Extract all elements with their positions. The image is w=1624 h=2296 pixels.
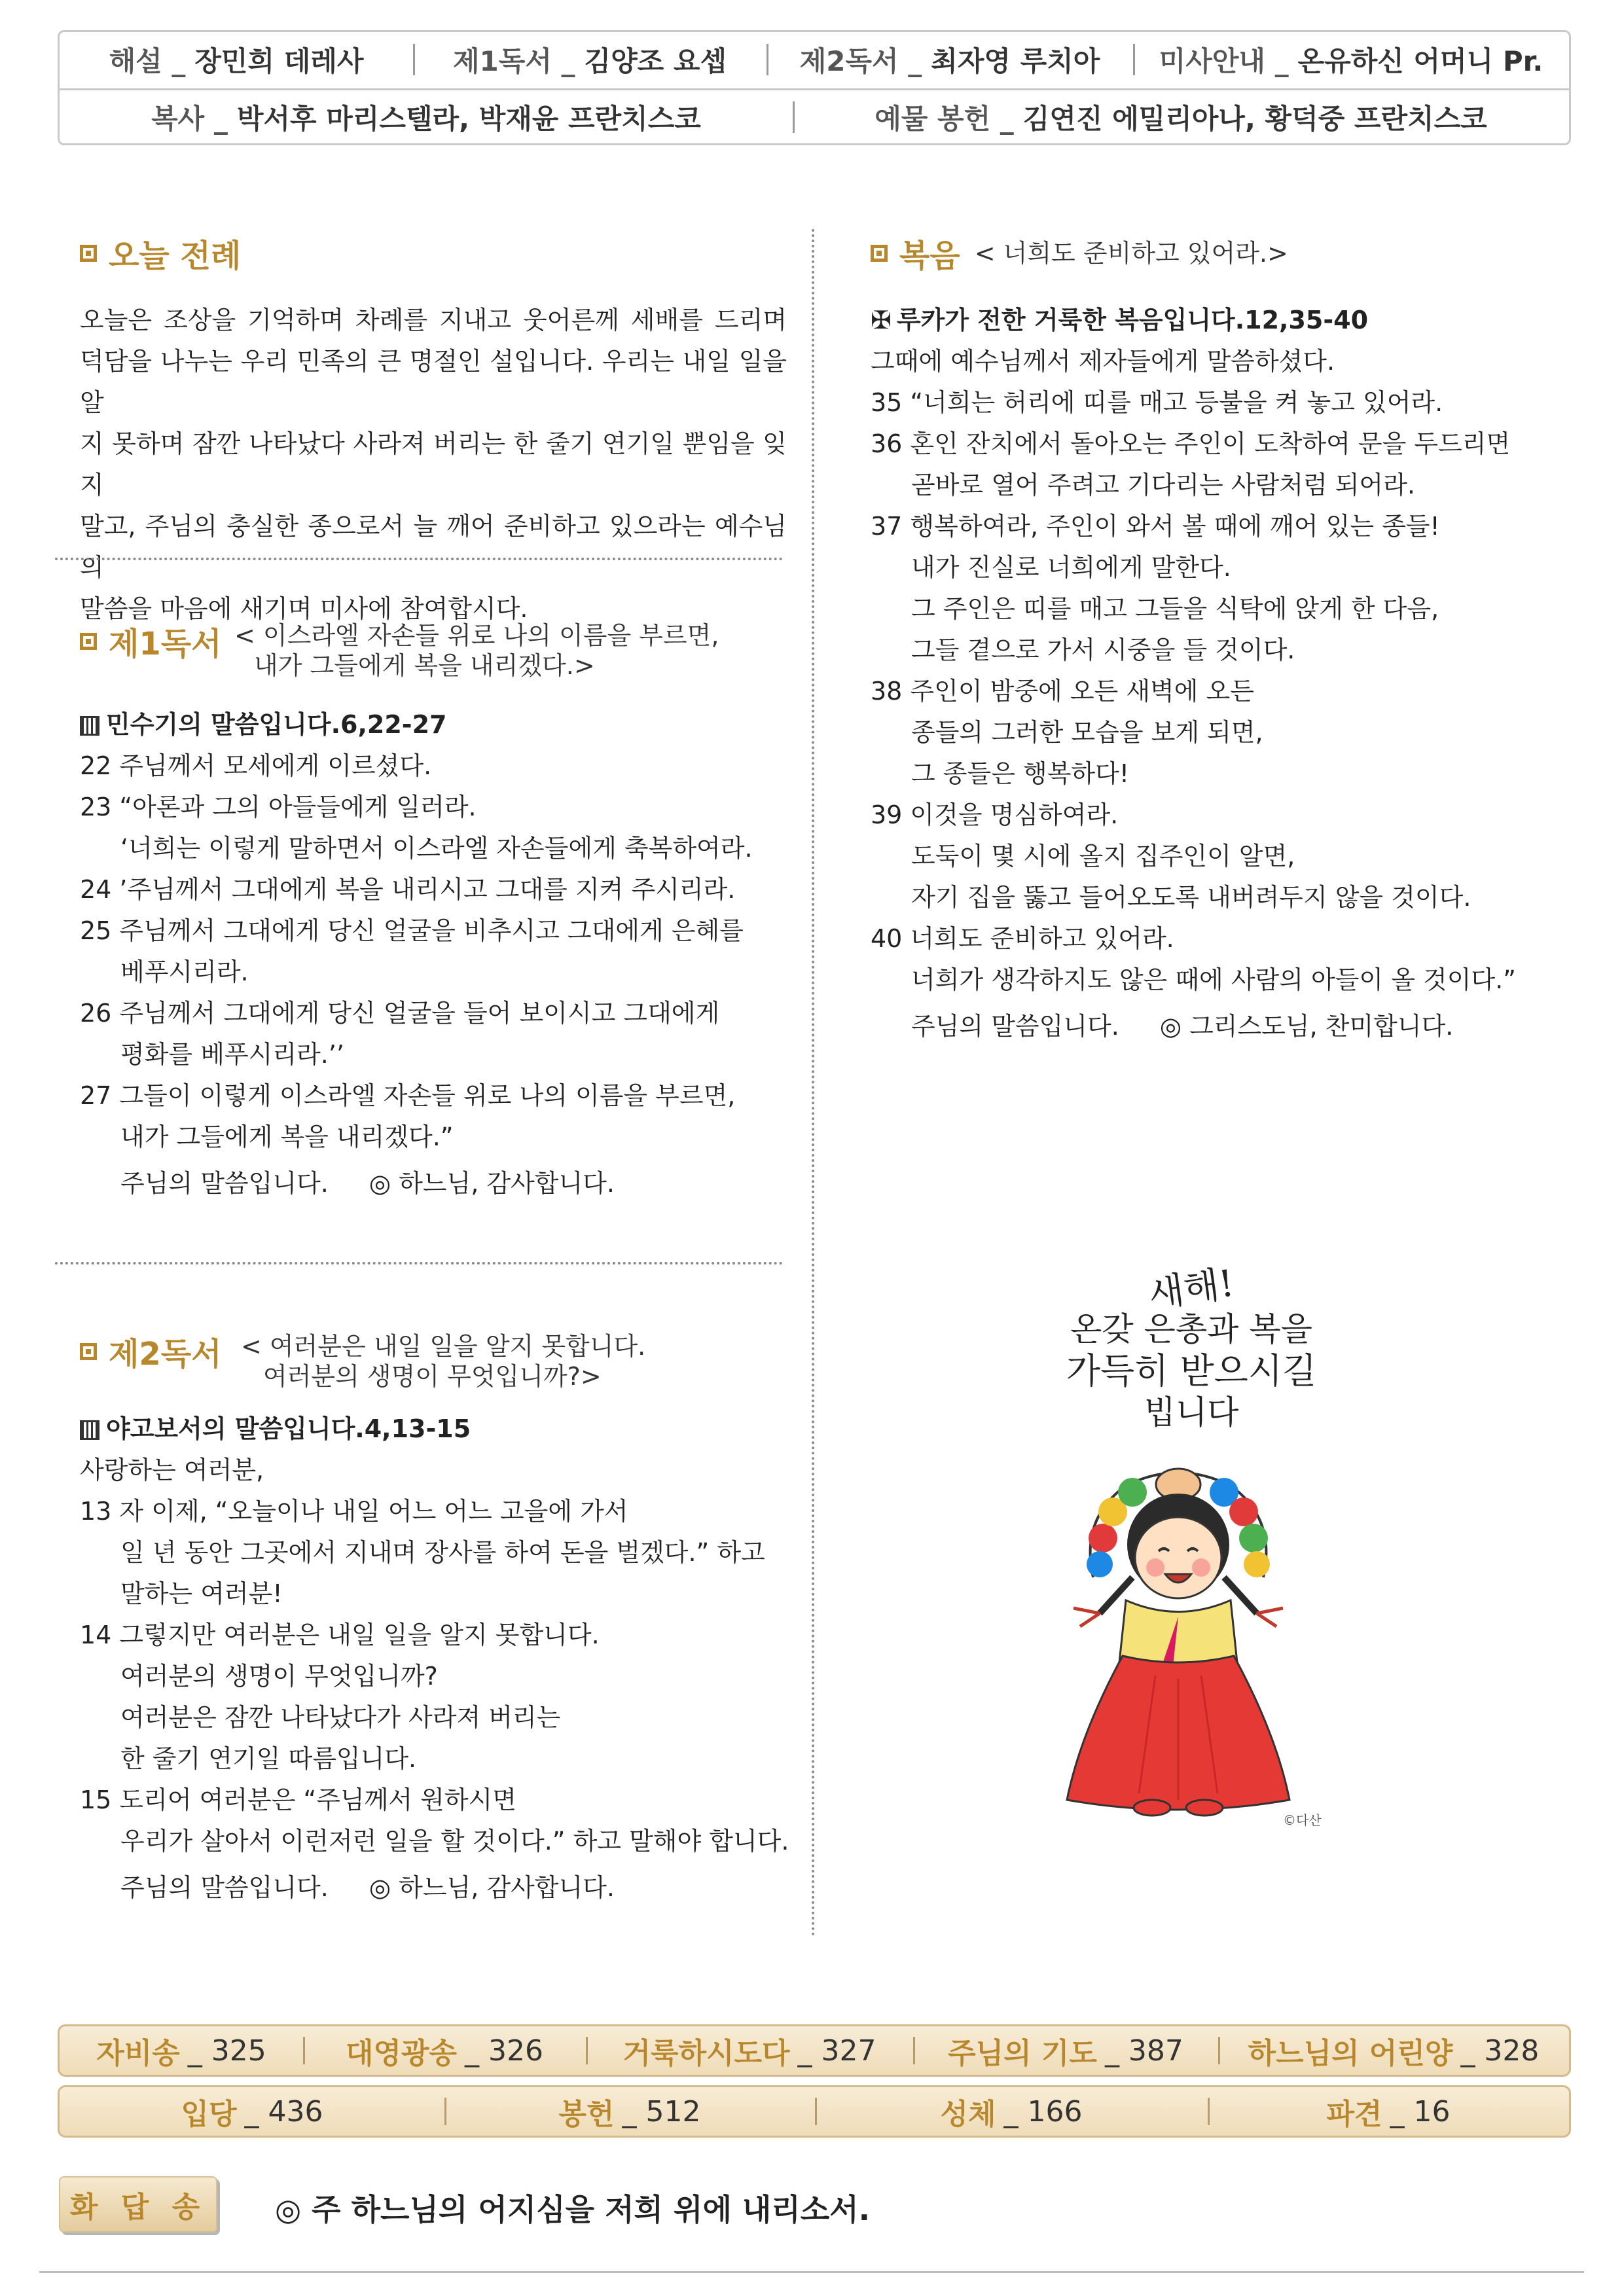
- role-reader-2: 제2독서 _ 최자영 루치아: [767, 32, 1133, 87]
- column-divider: [812, 229, 814, 1937]
- role-commentator: 해설 _ 장민희 데레사: [109, 45, 364, 77]
- responsorial-label: 화 답 송: [59, 2176, 217, 2233]
- book-icon: [80, 1420, 99, 1440]
- roles-row-2: [60, 90, 1569, 145]
- square-bullet-icon: [80, 633, 97, 650]
- gospel-verses: 그때에 예수님께서 제자들에게 말씀하셨다. 35 “너희는 허리에 띠를 매고 등불을 켜 놓고 있어라. 36 혼인 잔치에서 돌아오는 주인이 도착하여 문을 두드리면 곧바로 열어 주려고 기다리는 사람처럼 되어라. 37 행복하여라, 주인이 와서 볼 때에 깨어 있는 종들! 내가 진실로 너희에게 말한다. 그 주인은 띠를 매고 그들을 식탁에 앉게 한 다음, 그들 곁으로 가서 시중을 들 것이다. 38 주인이 밤중에 오든 새벽에 오든 종들의 그러한 모습을 보게 되면, 그 종들은 행복하다! 39 이것을 명심하여라. 도둑이 몇 시에 올지 집주인이 알면, 자기 집을 뚫고 들어오도록 내버려두지 않을 것이다. 40 너희도 준비하고 있어라. 너희가 생각하지도 않은 때에 사람의 아들이 올 것이다.” 주님의 말씀입니다. ◎ 그리스도님, 찬미합니다.: [871, 341, 1516, 1047]
- role-mass-guide: 미사안내 _ 온유하신 어머니 Pr.: [1133, 32, 1569, 87]
- gospel-title: 복음 < 너희도 준비하고 있어라.>: [871, 230, 1288, 276]
- gospel-closing: 주님의 말씀입니다. ◎ 그리스도님, 찬미합니다.: [911, 1012, 1454, 1041]
- reading1-subtitle: < 이스라엘 자손들 위로 나의 이름을 부르면, 내가 그들에게 복을 내리겠다.>: [234, 621, 719, 680]
- hymn-sanctus: 거룩하시도다 _ 327: [586, 2026, 913, 2075]
- hymn-gloria: 대영광송 _ 326: [303, 2026, 586, 2075]
- gospel-source: ✠ 루카가 전한 거룩한 복음입니다.12,35-40: [871, 306, 1369, 334]
- gospel-subtitle: < 너희도 준비하고 있어라.>: [974, 238, 1288, 268]
- cross-icon: ✠: [871, 306, 892, 334]
- liturgy-text: 오늘은 조상을 기억하며 차례를 지내고 웃어른께 세배를 드리며 덕담을 나누는 우리 민족의 큰 명절인 설입니다. 우리는 내일 일을 알 지 못하며 잠깐 나타났다 사라져 버리는 한 줄기 연기일 뿐임을 잊지 말고, 주님의 충실한 종으로서 늘 깨어 준비하고 있으라는 예수님의 말씀을 마음에 새기며 미사에 참여합시다.: [80, 306, 787, 623]
- reading2-subtitle: < 여러분은 내일 일을 알지 못합니다. 여러분의 생명이 무엇입니까?>: [241, 1332, 646, 1391]
- reading2-closing: 주님의 말씀입니다. ◎ 하느님, 감사합니다.: [120, 1873, 615, 1902]
- role-offertory: 예물 봉헌 _ 김연진 에밀리아나, 황덕중 프란치스코: [793, 90, 1569, 145]
- roles-row-1: [60, 32, 1569, 87]
- square-bullet-icon: [80, 1343, 97, 1360]
- hymn-agnus-dei: 하느님의 어린양 _ 328: [1218, 2026, 1569, 2075]
- book-icon: [80, 716, 99, 736]
- roles-box: [58, 30, 1571, 145]
- hymn-offertory: 봉헌 _ 512: [444, 2087, 815, 2136]
- role-altar-servers: 복사 _ 박서후 마리스텔라, 박재윤 프란치스코: [151, 103, 701, 135]
- hanbok-girl-illustration: [1041, 1460, 1316, 1826]
- hymn-communion: 성체 _ 166: [815, 2087, 1208, 2136]
- liturgy-title: 오늘 전례: [80, 230, 241, 276]
- section-divider: [55, 1262, 783, 1265]
- reading1-source: 민수기의 말씀입니다.6,22-27: [80, 704, 446, 745]
- responsorial-text: ◎ 주 하느님의 어지심을 저희 위에 내리소서.: [275, 2192, 871, 2227]
- reading1-closing: 주님의 말씀입니다. ◎ 하느님, 감사합니다.: [120, 1169, 615, 1198]
- reading2-title: 제2독서: [80, 1329, 222, 1374]
- section-divider: [55, 558, 783, 560]
- role-reader-1: 제1독서 _ 김양조 요셉: [413, 32, 767, 87]
- hymn-kyrie: 자비송 _ 325: [96, 2034, 266, 2070]
- reading2-verses: 사랑하는 여러분, 13 자 이제, “오늘이나 내일 어느 어느 고을에 가서 일 년 동안 그곳에서 지내며 장사를 하여 돈을 벌겠다.” 하고 말하는 여러분! 14 그렇지만 여러분은 내일 일을 알지 못합니다. 여러분의 생명이 무엇입니까? 여러분은 잠깐 나타났다가 사라져 버리는 한 줄기 연기일 따름입니다. 15 도리어 여러분은 “주님께서 원하시면 우리가 살아서 이런저런 일을 할 것이다.” 하고 말해야 합니다. 주님의 말씀입니다. ◎ 하느님, 감사합니다.: [80, 1450, 789, 1909]
- reading1-title: 제1독서: [80, 619, 222, 664]
- illustration-signature: ©다산: [1283, 1812, 1322, 1828]
- hymn-recessional: 파견 _ 16: [1208, 2087, 1569, 2136]
- hymn-bar-2: [58, 2085, 1571, 2138]
- new-year-greeting: 새해! 온갖 은총과 복을 가득히 받으시길 빕니다: [1066, 1262, 1317, 1431]
- hymn-entrance: 입당 _ 436: [181, 2094, 323, 2131]
- reading2-source: 야고보서의 말씀입니다.4,13-15: [80, 1408, 471, 1450]
- hymn-lords-prayer: 주님의 기도 _ 387: [913, 2026, 1218, 2075]
- square-bullet-icon: [80, 245, 97, 262]
- footer-rule: [39, 2271, 1584, 2273]
- square-bullet-icon: [871, 245, 888, 262]
- reading1-verses: 22 주님께서 모세에게 이르셨다. 23 “아론과 그의 아들들에게 일러라. ‘너희는 이렇게 말하면서 이스라엘 자손들에게 축복하여라. 24 ’주님께서 그대에게 복을 내리시고 그대를 지켜 주시리라. 25 주님께서 그대에게 당신 얼굴을 비추시고 그대에게 은혜를 베푸시리라. 26 주님께서 그대에게 당신 얼굴을 들어 보이시고 그대에게 평화를 베푸시리라.’’ 27 그들이 이렇게 이스라엘 자손들 위로 나의 이름을 부르면, 내가 그들에게 복을 내리겠다.” 주님의 말씀입니다. ◎ 하느님, 감사합니다.: [80, 745, 753, 1204]
- hymn-bar-1: [58, 2024, 1571, 2077]
